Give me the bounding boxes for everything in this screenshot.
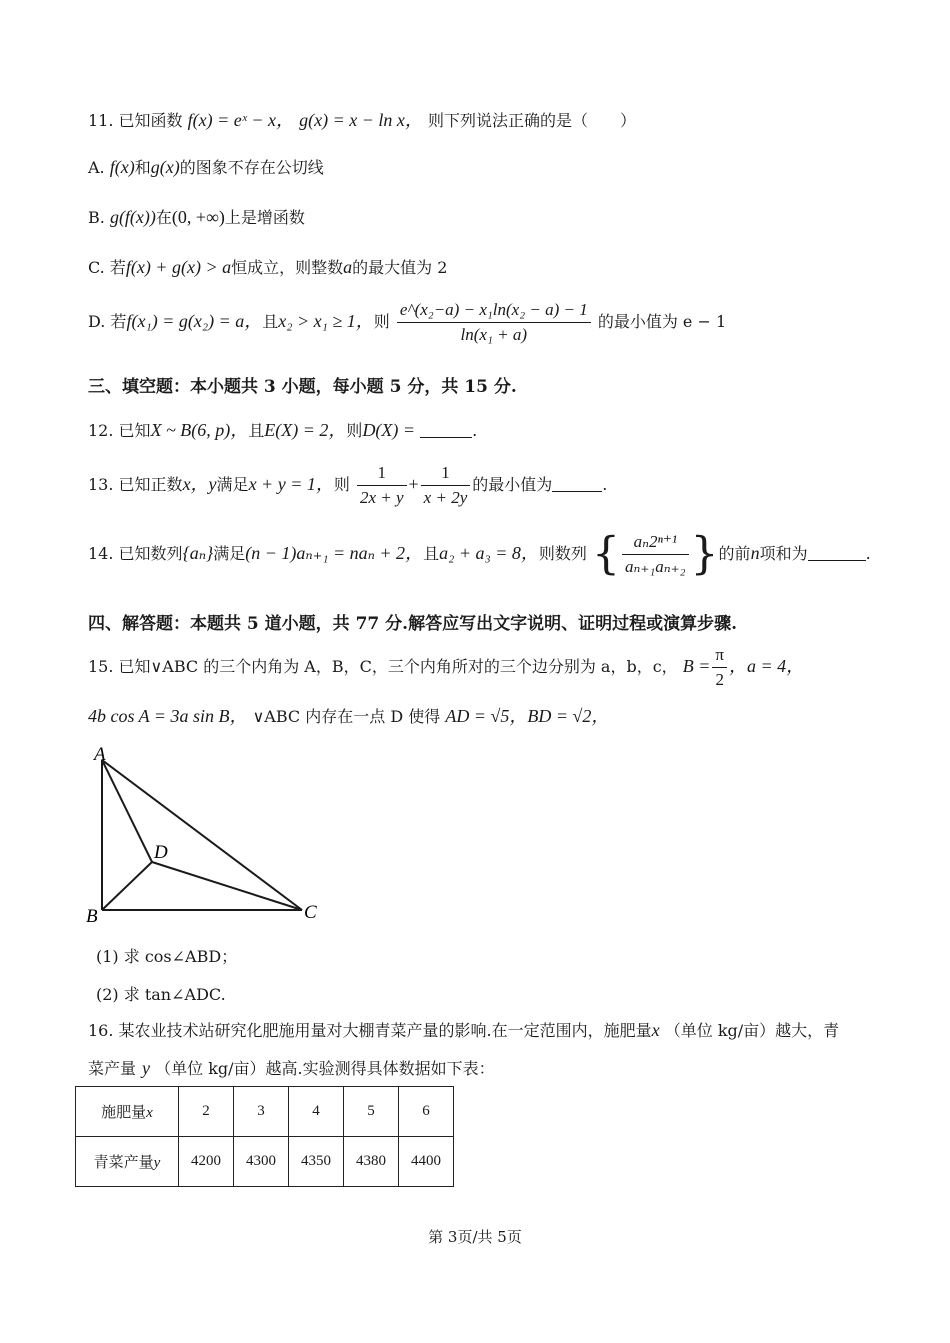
option-math: a	[343, 257, 353, 277]
table-cell: 4200	[179, 1137, 234, 1187]
option-math: f(x)	[109, 157, 135, 177]
fraction-denominator: 2	[715, 670, 724, 689]
q14-period: .	[865, 544, 871, 563]
triangle-diagram	[70, 740, 340, 930]
q12-period: .	[472, 421, 478, 440]
q11-text: 已知函数	[118, 111, 183, 130]
q14-text: 则数列	[538, 544, 587, 563]
table-cell: 4400	[399, 1137, 454, 1187]
right-brace: }	[690, 528, 719, 580]
q16-var-y: y	[142, 1058, 151, 1078]
table-cell: 5	[344, 1087, 399, 1137]
fraction-denominator: aₙ₊₁aₙ₊₂	[625, 557, 686, 576]
option-text: 和	[134, 158, 151, 177]
q12-math: E(X) = 2，	[264, 420, 347, 440]
option-text: 的最大值为 2	[352, 258, 448, 277]
q14-fraction	[622, 532, 689, 577]
answer-blank[interactable]	[552, 475, 602, 492]
q14	[88, 528, 871, 580]
q15-part-2: (2) 求 tan∠ADC.	[96, 985, 226, 1004]
edge-ac	[102, 760, 302, 910]
q13-fraction-1	[357, 463, 407, 508]
q13-text: 的最小值为	[472, 475, 553, 494]
q14-text: 已知数列	[118, 544, 183, 563]
option-math: g(x)	[150, 157, 180, 177]
option-math: f(x) + g(x) > a	[125, 257, 232, 277]
left-brace: {	[592, 528, 620, 580]
q12-math: X ~ B(6, p)，	[150, 420, 249, 440]
fraction-denominator: ln(x₁ + a)	[460, 325, 528, 344]
q14-math: {aₙ}	[182, 543, 214, 563]
vertex-label-a: A	[94, 744, 106, 765]
q15-fraction	[712, 645, 727, 690]
q14-text: 满足	[213, 544, 246, 563]
fraction-numerator: π	[712, 645, 727, 668]
edge-cd	[152, 862, 302, 910]
q12-math: D(X) =	[362, 420, 416, 440]
q12-text: 且	[248, 421, 265, 440]
table-cell: 4300	[234, 1137, 289, 1187]
q11-fraction	[397, 300, 591, 345]
table-cell: 6	[399, 1087, 454, 1137]
q14-math: n	[750, 543, 760, 563]
table-cell: 4380	[344, 1137, 399, 1187]
q15-math: ，a = 4，	[729, 656, 805, 676]
table-cell: 3	[234, 1087, 289, 1137]
q16-text: （单位 kg/亩）越大，青	[664, 1021, 840, 1040]
q15-math: 4b cos A = 3a sin B，	[88, 706, 248, 726]
section-heading-solutions: 四、解答题：本题共 5 道小题，共 77 分.解答应写出文字说明、证明过程或演算步骤.	[88, 614, 737, 634]
q13-fraction-2	[421, 463, 471, 508]
answer-blank[interactable]	[808, 544, 866, 561]
option-text: 若	[109, 258, 126, 277]
fraction-denominator: 2x + y	[359, 488, 404, 507]
table-cell: 4350	[289, 1137, 344, 1187]
option-text: 若	[110, 312, 127, 331]
vertex-label-c: C	[304, 902, 317, 923]
option-math: f(x₁) = g(x₂) = a，	[126, 311, 263, 331]
q12	[88, 416, 477, 442]
q16-var-x: x	[651, 1020, 660, 1040]
section-heading-fill-in: 三、填空题：本小题共 3 小题，每小题 5 分，共 15 分.	[88, 377, 517, 397]
q15-text: ∨ABC 内存在一点 D 使得	[252, 707, 441, 726]
q12-text: 已知	[118, 421, 151, 440]
edge-bd	[102, 862, 152, 910]
q16-text: （单位 kg/亩）越高.实验测得具体数据如下表：	[155, 1059, 495, 1078]
table-cell: 4	[289, 1087, 344, 1137]
q15-line-2	[88, 702, 609, 728]
q15-math: AD = √5，BD = √2，	[445, 706, 610, 726]
q11-stem	[88, 106, 636, 132]
q12-text: 则	[346, 421, 363, 440]
option-text: 则	[373, 312, 390, 331]
edge-ad	[102, 760, 152, 862]
q11-option-d	[88, 300, 726, 345]
q16-text: 菜产量	[88, 1059, 137, 1078]
q16-line-2	[88, 1056, 495, 1079]
q14-number: 14.	[88, 544, 114, 563]
q13-text: 已知正数	[118, 475, 183, 494]
q14-text: 且	[423, 544, 440, 563]
vertex-label-d: D	[154, 842, 168, 863]
option-text: 的图象不存在公切线	[179, 158, 324, 177]
fraction-numerator: e^(x₂−a) − x₁ln(x₂ − a) − 1	[397, 300, 591, 323]
page-footer: 第 3页/共 5页	[428, 1228, 522, 1246]
fraction-numerator: 1	[357, 463, 407, 486]
q15-text: 已知∨ABC 的三个内角为 A，B，C，三个内角所对的三个边分别为 a，b，c，	[118, 657, 678, 676]
option-math: (0, +∞)	[171, 207, 225, 227]
q14-text: 的前	[718, 544, 751, 563]
q13-math: x + y = 1，	[248, 474, 334, 494]
option-text: 上是增函数	[224, 208, 305, 227]
q16-text: 某农业技术站研究化肥施用量对大棚青菜产量的影响.在一定范围内，施肥量	[118, 1021, 652, 1040]
table-row-header: 施肥量x	[76, 1087, 179, 1137]
q14-text: 项和为	[759, 544, 808, 563]
q15-math: B =	[682, 656, 711, 676]
q12-number: 12.	[88, 421, 114, 440]
table-row-header: 青菜产量y	[76, 1137, 179, 1187]
q11-option-b	[88, 205, 305, 228]
q11-option-c	[88, 255, 447, 278]
q13-text: 则	[333, 475, 350, 494]
option-label: A.	[88, 158, 105, 177]
option-text: 的最小值为 e − 1	[597, 312, 727, 331]
q11-g-def: g(x) = x − ln x，	[299, 110, 423, 130]
option-label: B.	[88, 208, 105, 227]
q11-prompt: 则下列说法正确的是（ ）	[427, 111, 636, 130]
plus-sign: +	[408, 474, 419, 494]
option-math: g(f(x))	[109, 207, 156, 227]
q13	[88, 463, 607, 508]
option-text: 在	[155, 208, 172, 227]
q14-math: (n − 1)aₙ₊₁ = naₙ + 2，	[245, 543, 424, 563]
table-cell: 2	[179, 1087, 234, 1137]
q11-f-def: f(x) = eˣ − x，	[187, 110, 294, 130]
q15-part-1: (1) 求 cos∠ABD；	[96, 947, 238, 966]
q16-line-1	[88, 1018, 839, 1041]
table-row	[76, 1087, 454, 1137]
q14-math: a₂ + a₃ = 8，	[439, 543, 539, 563]
option-text: 恒成立，则整数	[231, 258, 344, 277]
option-label: C.	[88, 258, 105, 277]
q11-number: 11.	[88, 111, 114, 130]
fraction-numerator: aₙ2ⁿ⁺¹	[622, 532, 689, 555]
data-table	[75, 1086, 454, 1187]
q13-number: 13.	[88, 475, 114, 494]
q13-period: .	[602, 475, 608, 494]
q13-math: x，y	[182, 474, 217, 494]
q11-option-a	[88, 155, 324, 178]
option-label: D.	[88, 312, 106, 331]
option-math: x₂ > x₁ ≥ 1，	[278, 311, 374, 331]
q16-number: 16.	[88, 1021, 114, 1040]
q15-line-1	[88, 645, 804, 690]
q13-text: 满足	[216, 475, 249, 494]
table-row	[76, 1137, 454, 1187]
q15-number: 15.	[88, 657, 114, 676]
fraction-numerator: 1	[421, 463, 471, 486]
option-text: 且	[262, 312, 279, 331]
answer-blank[interactable]	[420, 421, 472, 438]
fraction-denominator: x + 2y	[423, 488, 468, 507]
vertex-label-b: B	[86, 906, 98, 927]
